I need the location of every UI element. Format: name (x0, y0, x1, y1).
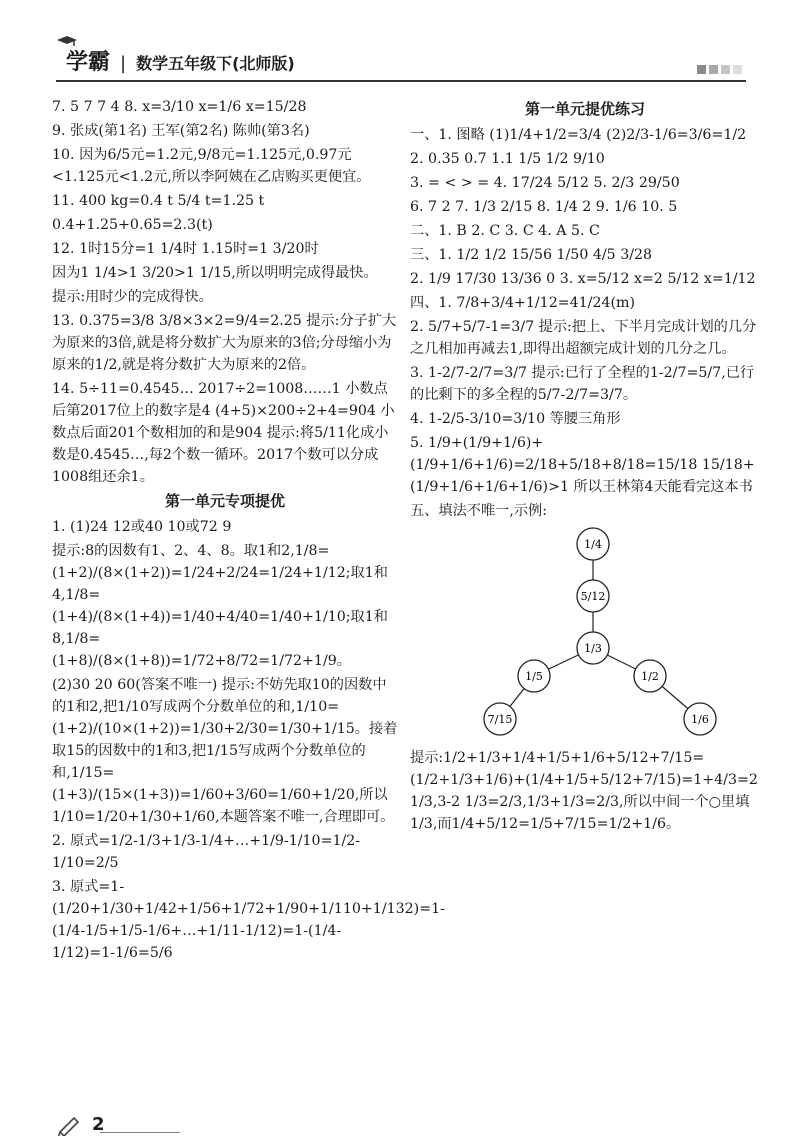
answer-item: 10. 因为6/5元=1.2元,9/8元=1.125元,0.97元<1.125元<1.2元,所以李阿姨在乙店购买更便宜。 (52, 147, 371, 185)
brand-logo (56, 45, 110, 76)
answer-item: 3. = < > = 4. 17/24 5/12 5. 2/3 29/50 (410, 175, 680, 191)
page-number: 2 (92, 1113, 105, 1135)
answer-item: 3. 原式=1-(1/20+1/30+1/42+1/56+1/72+1/90+1/110+1/132)=1-(1/4-1/5+1/5-1/6+…+1/11-1/12)=1-(1/4-1/12)=1-1/6=5/6 (52, 879, 445, 961)
tree-node-label: 1/3 (584, 642, 602, 655)
answer-item: 提示:8的因数有1、2、4、8。取1和2,1/8=(1+2)/(8×(1+2))=1/24+2/24=1/24+1/12;取1和4,1/8=(1+4)/(8×(1+4))=1/40+4/40=1/40+1/10;取1和8,1/8=(1+8)/(8×(1+8))=1/72+8/72=1/72+1/9。 (52, 543, 388, 669)
decorative-square (697, 65, 706, 74)
answer-item: 因为1 1/4>1 3/20>1 1/15,所以明明完成得最快。 (52, 265, 378, 281)
answer-item: 提示:用时少的完成得快。 (52, 289, 213, 305)
answer-item: 一、1. 图略 (1)1/4+1/2=3/4 (2)2/3-1/6=3/6=1/2 (410, 127, 747, 143)
answer-item: 二、1. B 2. C 3. C 4. A 5. C (410, 223, 600, 239)
answer-item: 三、1. 1/2 1/2 15/56 1/50 4/5 3/28 (410, 247, 653, 263)
number-tree-diagram (428, 526, 748, 741)
tree-node (634, 660, 666, 692)
answer-item: 14. 5÷11=0.4545… 2017÷2=1008……1 小数点后第2017位上的数字是4 (4+5)×200÷2+4=904 小数点后面201个数相加的和是904 提示:将5/11化成小数是0.4545…,每2个数一循环。2017个数可以分成1008组还余1。 (52, 381, 395, 485)
pencil-icon (56, 1112, 84, 1136)
tree-node-label: 7/15 (487, 713, 513, 726)
page-footer (56, 1112, 105, 1136)
page-header (56, 42, 746, 82)
decorative-square (733, 65, 742, 74)
tree-node-label: 5/12 (580, 590, 606, 603)
answer-item: 2. 1/9 17/30 13/36 0 3. x=5/12 x=2 5/12 x=1/12 (410, 271, 756, 287)
answer-item: 11. 400 kg=0.4 t 5/4 t=1.25 t (52, 193, 265, 209)
left-answer-column (52, 96, 445, 966)
tree-node-label: 1/6 (691, 713, 709, 726)
tree-node (577, 632, 609, 664)
answer-item: 1. (1)24 12或40 10或72 9 (52, 519, 232, 535)
decorative-square (721, 65, 730, 74)
answer-item: 2. 原式=1/2-1/3+1/3-1/4+…+1/9-1/10=1/2-1/10=2/5 (52, 833, 361, 871)
answer-item: 五、填法不唯一,示例: (410, 503, 547, 519)
answer-item: 0.4+1.25+0.65=2.3(t) (52, 217, 213, 233)
answer-item: 3. 1-2/7-2/7=3/7 提示:已行了全程的1-2/7=5/7,已行的比剩下的多全程的5/7-2/7=3/7。 (410, 365, 755, 403)
logo-text: 学霸 (66, 50, 111, 75)
tree-node-label: 1/2 (641, 670, 659, 683)
section-title: 第一单元专项提优 (164, 492, 285, 510)
answer-item: 四、1. 7/8+3/4+1/12=41/24(m) (410, 295, 636, 311)
tree-node (484, 703, 516, 735)
tree-node (684, 703, 716, 735)
decorative-square (709, 65, 718, 74)
answer-item: 4. 1-2/5-3/10=3/10 等腰三角形 (410, 411, 621, 427)
footer-rule (100, 1132, 180, 1133)
section-title: 第一单元提优练习 (524, 100, 645, 118)
answer-item: 12. 1时15分=1 1/4时 1.15时=1 3/20时 (52, 241, 319, 257)
header-separator: | (120, 53, 127, 74)
graduation-cap-icon (56, 35, 78, 47)
answer-item: 5. 1/9+(1/9+1/6)+(1/9+1/6+1/6)=2/18+5/18+8/18=15/18 15/18+(1/9+1/6+1/6+1/6)>1 所以王林第4天能看完这本书 (410, 435, 755, 495)
tree-node-label: 1/5 (525, 670, 543, 683)
answer-item: 2. 5/7+5/7-1=3/7 提示:把上、下半月完成计划的几分之几相加再减去1,即得出超额完成计划的几分之几。 (410, 319, 757, 357)
answer-item: 6. 7 2 7. 1/3 2/15 8. 1/4 2 9. 1/6 10. 5 (410, 199, 678, 215)
decorative-squares (697, 65, 742, 74)
book-title: 数学五年级下(北师版) (136, 54, 295, 73)
tree-node-label: 1/4 (584, 538, 602, 551)
answer-item: 2. 0.35 0.7 1.1 1/5 1/2 9/10 (410, 151, 605, 167)
answer-item: 提示:1/2+1/3+1/4+1/5+1/6+5/12+7/15=(1/2+1/3+1/6)+(1/4+1/5+5/12+7/15)=1+4/3=2 1/3,3-2 1/3=2/3,1/3+1/3=2/3,所以中间一个○里填1/3,而1/4+5/12=1/5+7/15=1/2+1/6。 (410, 750, 758, 832)
tree-node (577, 580, 609, 612)
right-answer-column (410, 96, 760, 837)
tree-node (577, 528, 609, 560)
answer-item: 7. 5 7 7 4 8. x=3/10 x=1/6 x=15/28 (52, 99, 307, 115)
tree-node (518, 660, 550, 692)
answer-item: (2)30 20 60(答案不唯一) 提示:不妨先取10的因数中的1和2,把1/10写成两个分数单位的和,1/10=(1+2)/(10×(1+2))=1/30+2/30=1/30+1/15。接着取15的因数中的1和3,把1/15写成两个分数单位的和,1/15=(1+3)/(15×(1+3))=1/60+3/60=1/60+1/20,所以1/10=1/20+1/30+1/60,本题答案不唯一,合理即可。 (52, 677, 398, 825)
answer-item: 9. 张成(第1名) 王军(第2名) 陈帅(第3名) (52, 123, 310, 139)
answer-item: 13. 0.375=3/8 3/8×3×2=9/4=2.25 提示:分子扩大为原来的3倍,就是将分数扩大为原来的3倍;分母缩小为原来的1/2,就是将分数扩大为原来的2倍。 (52, 313, 397, 373)
